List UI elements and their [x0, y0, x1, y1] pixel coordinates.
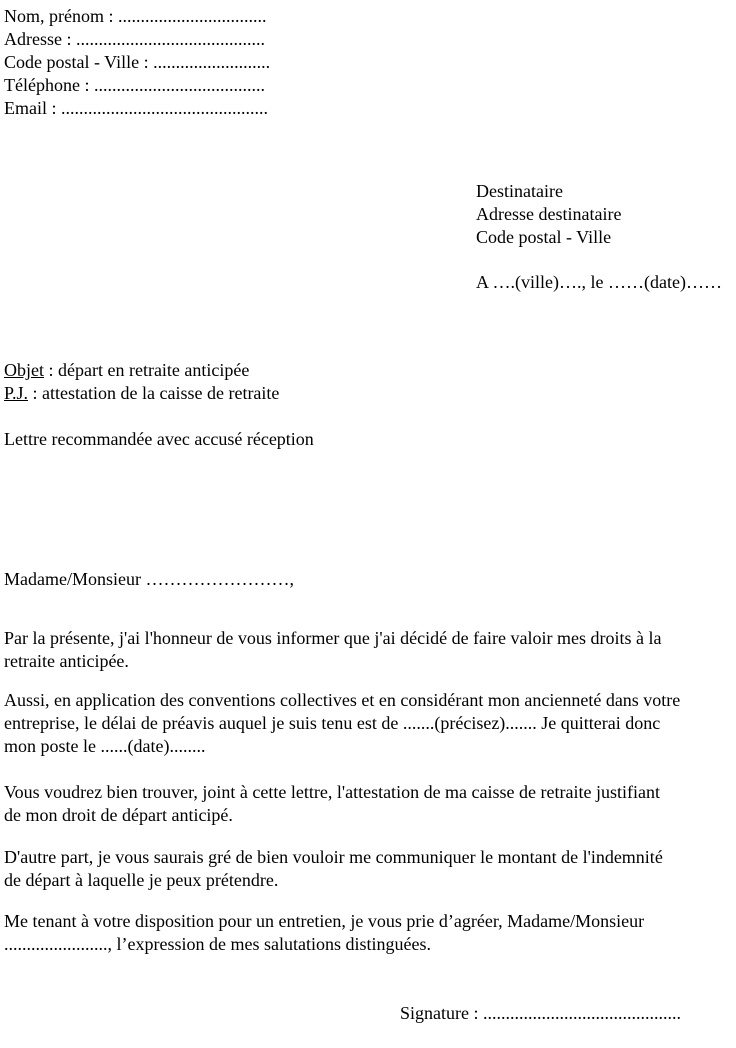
recipient-name-line: Destinataire	[476, 181, 563, 201]
paragraph-line: ......................., l’expression de mes salutations distinguées.	[4, 934, 431, 954]
paragraph-line: Me tenant à votre disposition pour un entretien, je vous prie d’agréer, Madame/Monsieur	[4, 911, 645, 931]
paragraph-line: D'autre part, je vous saurais gré de bien vouloir me communiquer le montant de l'indemnité	[4, 847, 663, 867]
paragraph-line: de mon droit de départ anticipé.	[4, 805, 233, 825]
paragraph-line: de départ à laquelle je peux prétendre.	[4, 870, 279, 890]
subject-text: : départ en retraite anticipée	[44, 360, 250, 380]
paragraph-line: entreprise, le délai de préavis auquel je suis tenu est de .......(précisez)....... Je quitterai donc	[4, 713, 661, 733]
sender-postal-city-line: Code postal - Ville : ..........................	[4, 52, 271, 72]
paragraph-line: Aussi, en application des conventions collectives et en considérant mon ancienneté dans votre	[4, 690, 681, 710]
paragraph-line: mon poste le ......(date)........	[4, 736, 206, 756]
subject-line	[4, 359, 279, 382]
paragraph-4	[4, 846, 663, 892]
paragraph-line: Par la présente, j'ai l'honneur de vous informer que j'ai décidé de faire valoir mes droits à la	[4, 628, 662, 648]
recipient-postal-city-line: Code postal - Ville	[476, 227, 612, 247]
attachment-text: : attestation de la caisse de retraite	[28, 383, 280, 403]
paragraph-1	[4, 627, 662, 673]
place-date-line: A ….(ville)…., le ……(date)……	[476, 272, 722, 292]
paragraph-line: retraite anticipée.	[4, 651, 129, 671]
subject-block	[4, 359, 279, 405]
sender-address-block	[4, 5, 270, 120]
sender-address-line: Adresse : ..........................................	[4, 29, 265, 49]
recipient-address-block	[476, 180, 621, 249]
subject-label: Objet	[4, 360, 44, 380]
registered-mail-notice: Lettre recommandée avec accusé réception	[4, 429, 314, 449]
signature-line: Signature : ............................................	[400, 1003, 681, 1023]
sender-email-line: Email : ..............................................	[4, 98, 268, 118]
paragraph-5	[4, 910, 644, 956]
recipient-address-line: Adresse destinataire	[476, 204, 622, 224]
attachment-line	[4, 382, 279, 405]
paragraph-2	[4, 689, 680, 758]
paragraph-3	[4, 781, 660, 827]
sender-name-line: Nom, prénom : .................................	[4, 6, 267, 26]
salutation: Madame/Monsieur ……………………,	[4, 569, 294, 589]
paragraph-line: Vous voudrez bien trouver, joint à cette lettre, l'attestation de ma caisse de retraite justifiant	[4, 782, 660, 802]
sender-phone-line: Téléphone : ......................................	[4, 75, 265, 95]
attachment-label: P.J.	[4, 383, 29, 403]
